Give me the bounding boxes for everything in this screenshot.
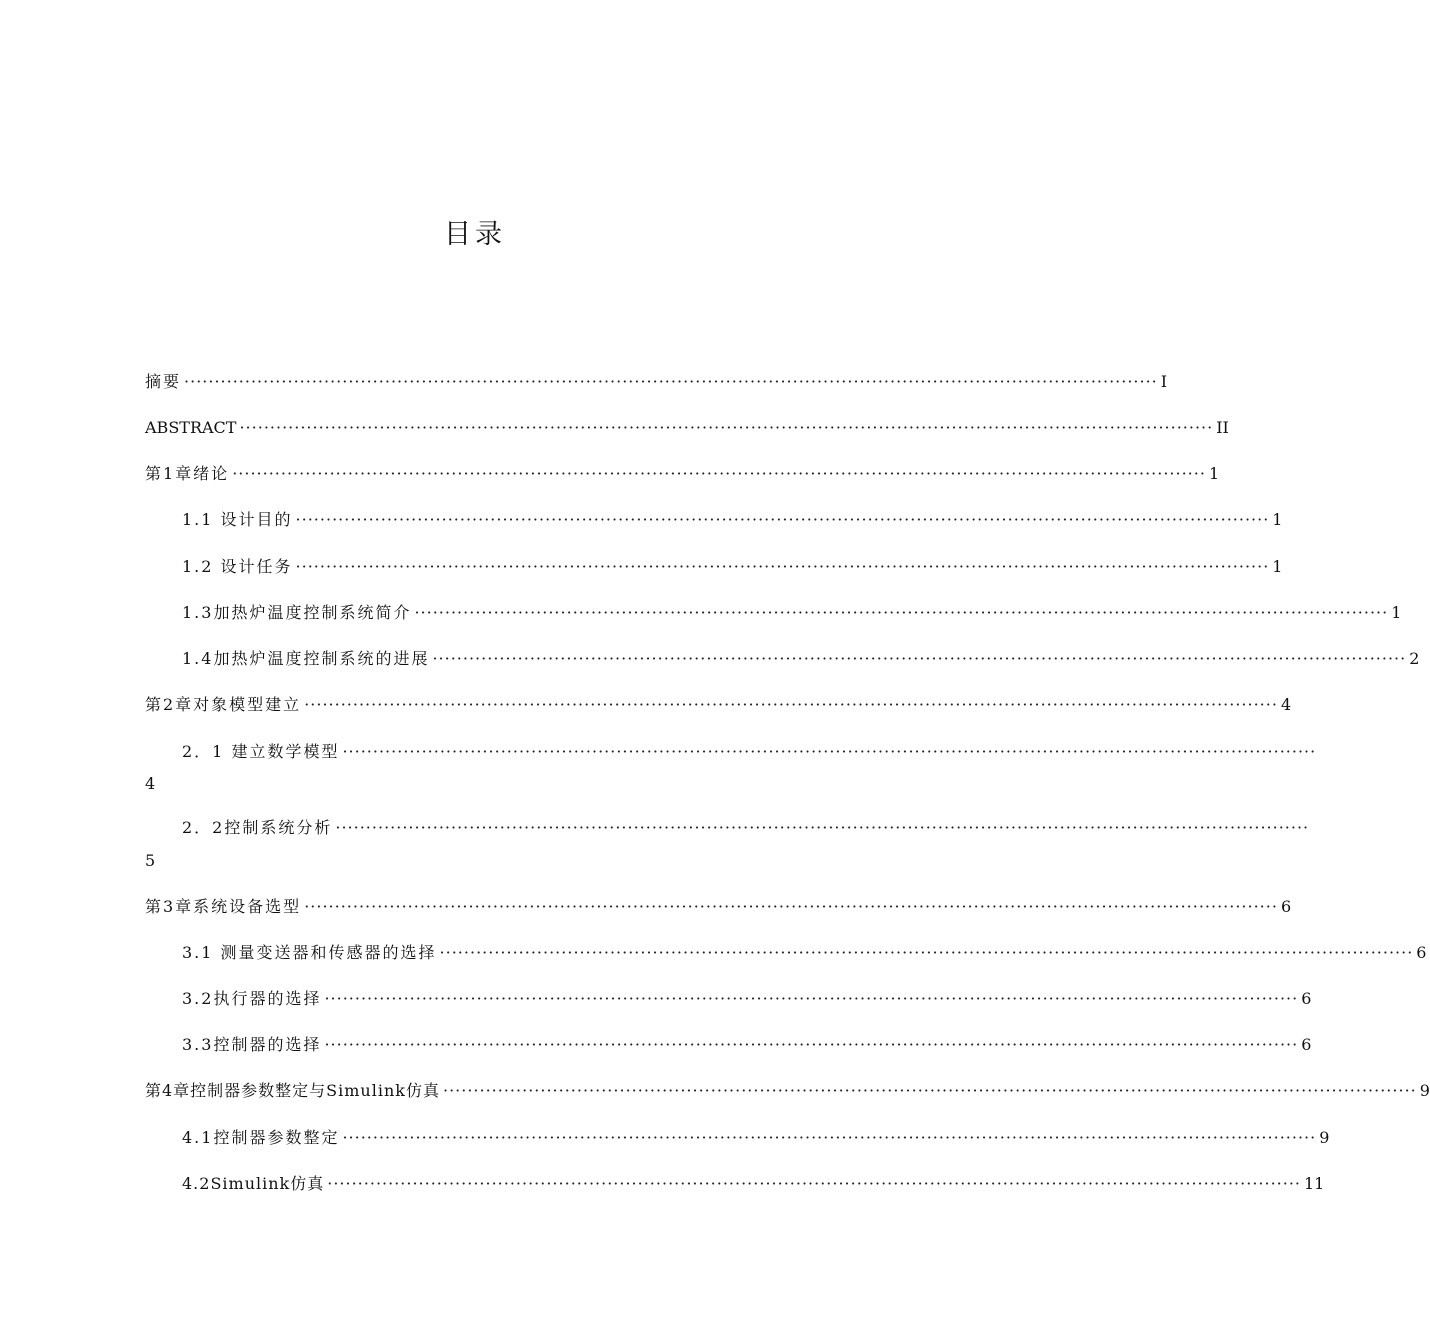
toc-entry[interactable] — [182, 816, 1310, 840]
toc-page-number: 1 — [1391, 603, 1402, 622]
toc-label: ABSTRACT — [145, 418, 237, 437]
dot-leader: ································································································································································ — [342, 1128, 1317, 1147]
dot-leader: ································································································································································ — [304, 897, 1278, 916]
toc-label: 3.1 测量变送器和传感器的选择 — [182, 943, 437, 962]
dot-leader: ································································································································································ — [184, 372, 1158, 391]
toc-page-number: 6 — [1301, 1035, 1312, 1054]
toc-entry[interactable] — [182, 1126, 1330, 1150]
toc-entry[interactable] — [145, 895, 1292, 919]
toc-page-number: 6 — [1280, 897, 1292, 916]
toc-label: 第1章绪论 — [145, 464, 230, 483]
dot-leader: ································································································································································ — [304, 695, 1278, 714]
toc-entry[interactable] — [182, 1172, 1325, 1196]
toc-entry[interactable] — [145, 1079, 1430, 1103]
dot-leader: ································································································································································ — [335, 818, 1310, 837]
toc-page-number: 9 — [1319, 1128, 1330, 1147]
toc-label: 2．1 建立数学模型 — [182, 742, 340, 761]
toc-label: 摘要 — [145, 372, 182, 391]
toc-page-number: 4 — [145, 774, 156, 793]
dot-leader: ································································································································································ — [239, 418, 1214, 437]
dot-leader: ································································································································································ — [432, 649, 1407, 668]
toc-label: 1.3加热炉温度控制系统简介 — [182, 603, 412, 622]
dot-leader: ································································································································································ — [327, 1174, 1301, 1193]
toc-entry[interactable] — [182, 941, 1427, 965]
dot-leader: ································································································································································ — [295, 510, 1270, 529]
dot-leader: ································································································································································ — [442, 1081, 1417, 1100]
toc-label: 1.4加热炉温度控制系统的进展 — [182, 649, 430, 668]
toc-page-number: 1 — [1272, 557, 1283, 576]
toc-entry[interactable] — [145, 416, 1229, 440]
toc-entry[interactable] — [182, 1033, 1312, 1057]
toc-entry[interactable] — [182, 647, 1420, 671]
toc-page-number: II — [1216, 418, 1229, 437]
toc-label: 第4章控制器参数整定与Simulink仿真 — [145, 1081, 440, 1100]
toc-entry[interactable] — [145, 693, 1292, 717]
toc-label: 4.2Simulink仿真 — [182, 1174, 325, 1193]
dot-leader: ································································································································································ — [232, 464, 1206, 483]
dot-leader: ································································································································································ — [414, 603, 1389, 622]
page-title: 目录 — [444, 219, 506, 250]
toc-page-number: 6 — [1416, 943, 1427, 962]
toc-page-number: 11 — [1304, 1174, 1325, 1193]
toc-page-number: 9 — [1419, 1081, 1430, 1100]
toc-page-number: 4 — [1280, 695, 1292, 714]
toc-entry[interactable] — [182, 987, 1312, 1011]
toc-entry[interactable] — [182, 508, 1283, 532]
toc-label: 第3章系统设备选型 — [145, 897, 302, 916]
toc-label: 1.1 设计目的 — [182, 510, 293, 529]
toc-page-number: 2 — [1409, 649, 1420, 668]
toc-entry[interactable] — [182, 555, 1283, 579]
toc-entry[interactable] — [182, 601, 1402, 625]
dot-leader: ································································································································································ — [439, 943, 1414, 962]
dot-leader: ································································································································································ — [342, 742, 1317, 761]
dot-leader: ································································································································································ — [295, 557, 1270, 576]
toc-page-number: 1 — [1208, 464, 1220, 483]
dot-leader: ································································································································································ — [324, 989, 1299, 1008]
toc-label: 2．2控制系统分析 — [182, 818, 333, 837]
toc-label: 4.1控制器参数整定 — [182, 1128, 340, 1147]
toc-entry[interactable] — [182, 740, 1317, 764]
toc-entry[interactable] — [145, 370, 1168, 394]
toc-page-number: I — [1160, 372, 1168, 391]
toc-label: 3.3控制器的选择 — [182, 1035, 322, 1054]
toc-label: 1.2 设计任务 — [182, 557, 293, 576]
toc-page-number: 6 — [1301, 989, 1312, 1008]
toc-page-number: 1 — [1272, 510, 1283, 529]
toc-label: 3.2执行器的选择 — [182, 989, 322, 1008]
toc-label: 第2章对象模型建立 — [145, 695, 302, 714]
toc-page-number: 5 — [145, 851, 156, 870]
toc-entry[interactable] — [145, 462, 1220, 486]
dot-leader: ································································································································································ — [324, 1035, 1299, 1054]
